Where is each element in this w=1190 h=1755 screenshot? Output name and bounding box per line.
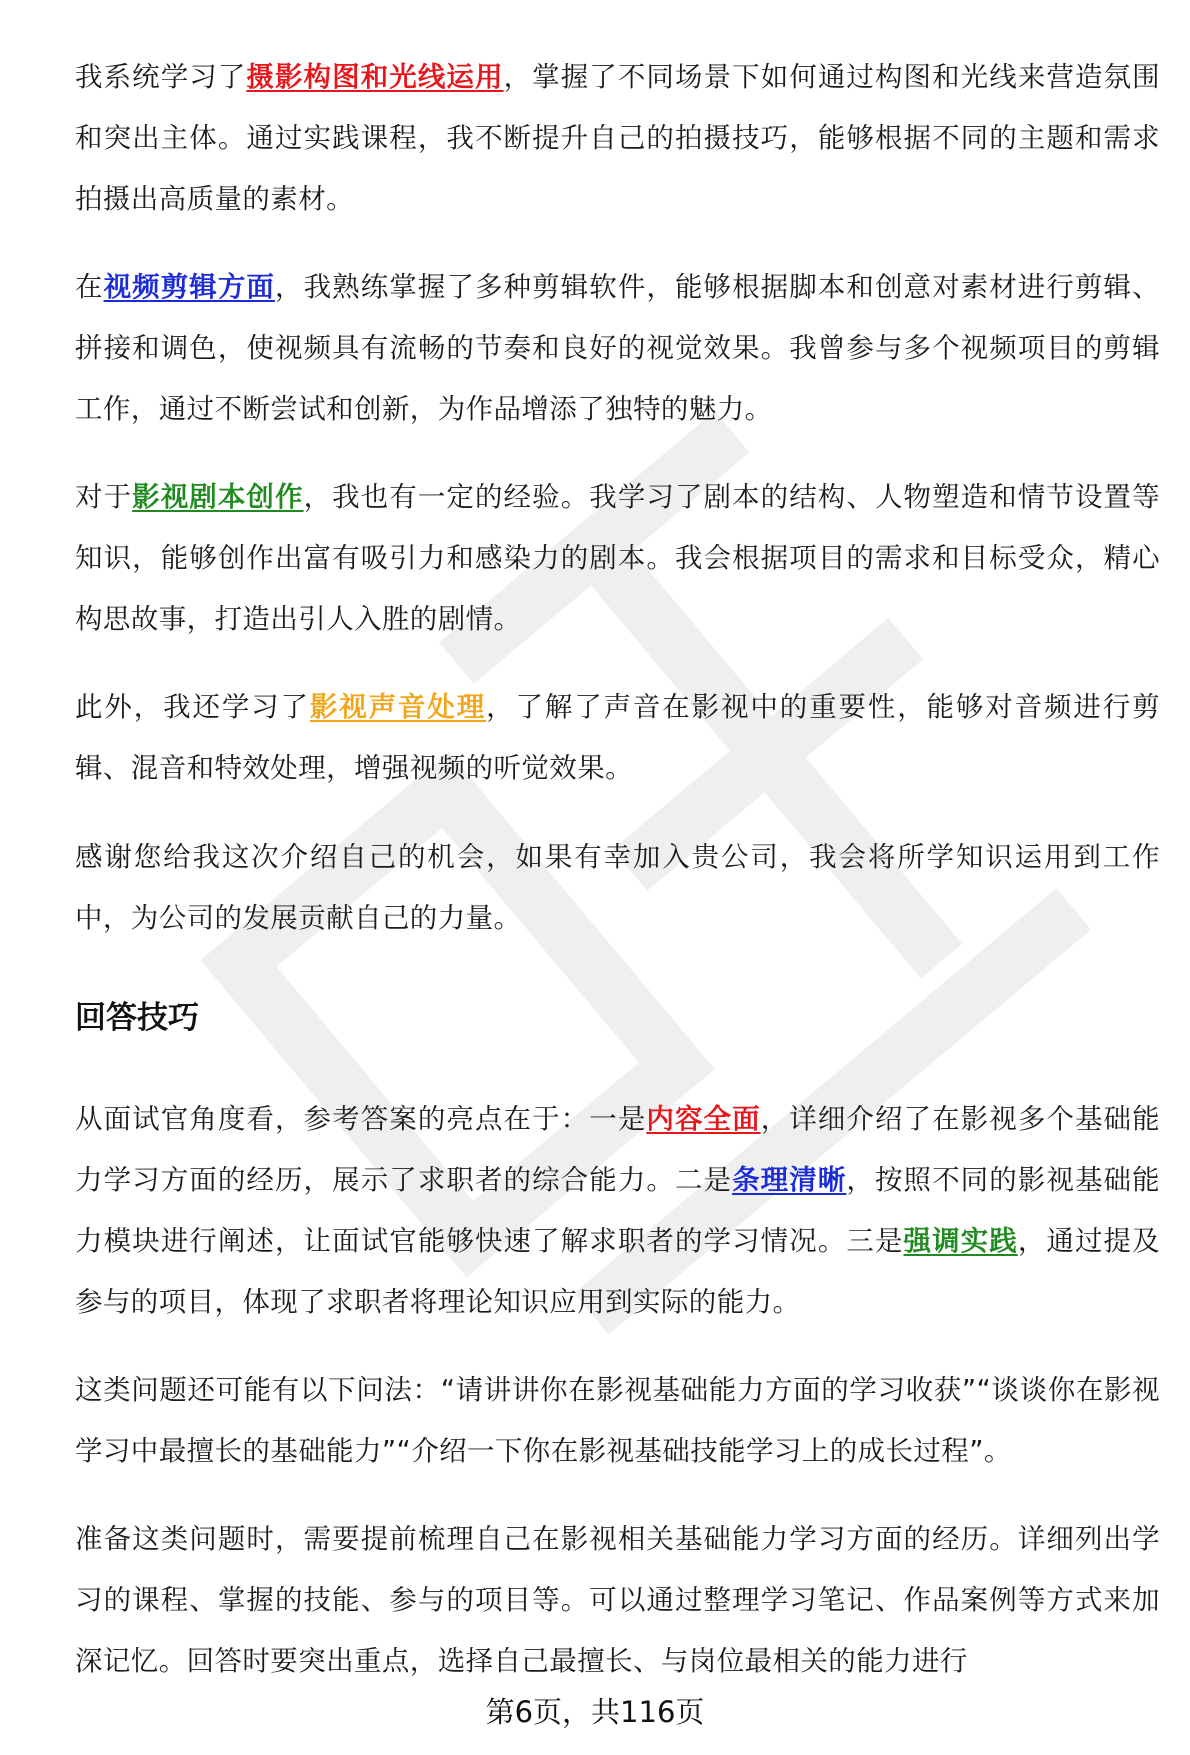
text: ，详细介绍了在影视多个基础能力学习方面的经历，展示了求职者的综合能力。二是: [75, 1103, 1160, 1196]
paragraph-preparation: 准备这类问题时，需要提前梳理自己在影视相关基础能力学习方面的经历。详细列出学习的课程、掌握的技能、参与的项目等。可以通过整理学习笔记、作品案例等方式来加深记忆。回答时要突出重点，选择自己最擅长、与岗位最相关的能力进行: [75, 1523, 1160, 1677]
highlight-screenwriting: 影视剧本创作: [132, 481, 304, 513]
highlight-video-editing: 视频剪辑方面: [103, 271, 275, 303]
text: ，我也有一定的经验。我学习了剧本的结构、人物塑造和情节设置等知识，能够创作出富有吸引力和感染力的剧本。我会根据项目的需求和目标受众，精心构思故事，打造出引人入胜的剧情。: [75, 481, 1160, 635]
paragraph-sound: [75, 677, 1160, 799]
highlight-practice: 强调实践: [903, 1225, 1018, 1257]
text: 在: [75, 271, 104, 303]
highlight-sound: 影视声音处理: [309, 691, 487, 723]
text: 此外，我还学习了: [75, 691, 310, 723]
paragraph-photography: [75, 47, 1160, 230]
highlight-comprehensive: 内容全面: [646, 1103, 761, 1135]
text: ，了解了声音在影视中的重要性，能够对音频进行剪辑、混音和特效处理，增强视频的听觉效果。: [75, 691, 1161, 784]
text: 从面试官角度看，参考答案的亮点在于：一是: [75, 1103, 647, 1135]
text: ，通过提及参与的项目，体现了求职者将理论知识应用到实际的能力。: [75, 1225, 1160, 1318]
paragraph-screenwriting: [75, 467, 1160, 650]
highlight-clear-structure: 条理清晰: [732, 1164, 847, 1196]
text: ，按照不同的影视基础能力模块进行阐述，让面试官能够快速了解求职者的学习情况。三是: [75, 1164, 1160, 1257]
text: 我系统学习了: [75, 61, 247, 93]
paragraph-tips-highlights: [75, 1089, 1160, 1333]
text: 对于: [75, 481, 133, 513]
highlight-photography: 摄影构图和光线运用: [246, 61, 504, 93]
section-heading: 回答技巧: [75, 1000, 199, 1036]
text: ，掌握了不同场景下如何通过构图和光线来营造氛围和突出主体。通过实践课程，我不断提升自己的拍摄技巧，能够根据不同的主题和需求拍摄出高质量的素材。: [75, 61, 1160, 215]
paragraph-thanks: 感谢您给我这次介绍自己的机会，如果有幸加入贵公司，我会将所学知识运用到工作中，为公司的发展贡献自己的力量。: [75, 841, 1160, 934]
text: ，我熟练掌握了多种剪辑软件，能够根据脚本和创意对素材进行剪辑、拼接和调色，使视频具有流畅的节奏和良好的视觉效果。我曾参与多个视频项目的剪辑工作，通过不断尝试和创新，为作品增添了独特的魅力。: [75, 271, 1160, 425]
page-number: 第6页，共116页: [485, 1695, 705, 1729]
paragraph-video-editing: [75, 257, 1160, 440]
paragraph-alt-questions: 这类问题还可能有以下问法：“请讲讲你在影视基础能力方面的学习收获”“谈谈你在影视学习中最擅长的基础能力”“介绍一下你在影视基础技能学习上的成长过程”。: [75, 1374, 1160, 1467]
